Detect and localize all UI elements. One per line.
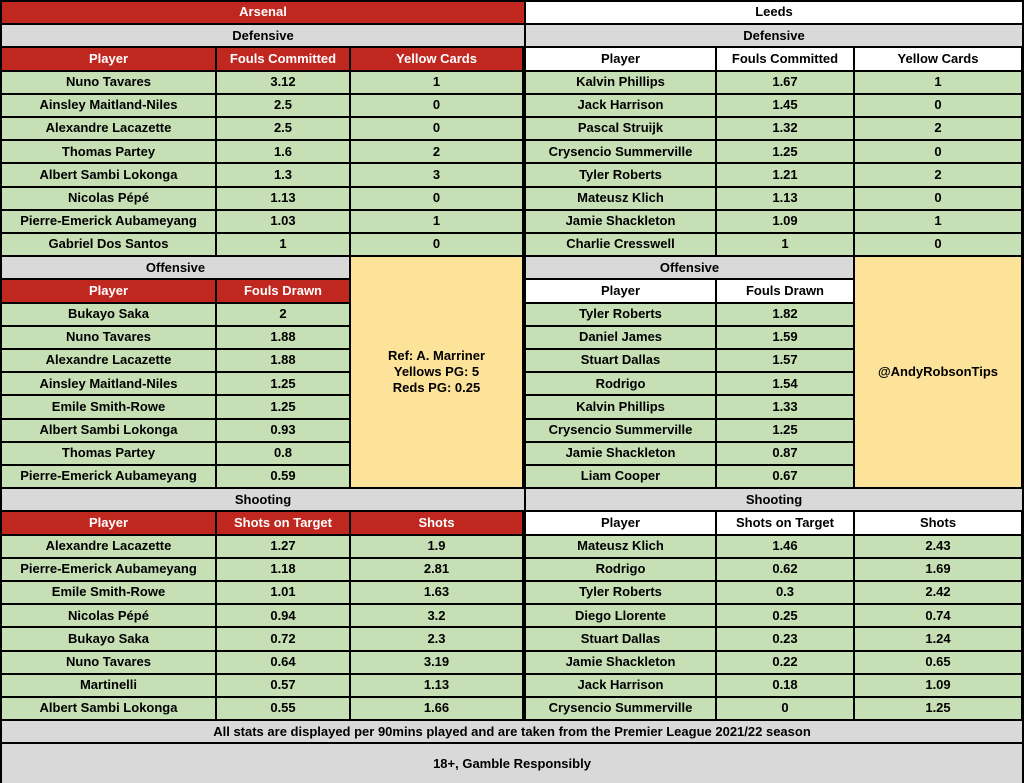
player-name: Nuno Tavares <box>2 72 215 93</box>
footer-note: All stats are displayed per 90mins played and are taken from the Premier League 2021/22 season <box>2 721 1022 742</box>
player-name: Kalvin Phillips <box>526 72 715 93</box>
player-name: Stuart Dallas <box>526 628 715 649</box>
player-name: Diego Llorente <box>526 605 715 626</box>
column-header-shots: Shots <box>855 512 1021 533</box>
player-name: Tyler Roberts <box>526 164 715 185</box>
stat-value: 1.18 <box>217 559 349 580</box>
player-name: Alexandre Lacazette <box>2 118 215 139</box>
player-name: Albert Sambi Lokonga <box>2 420 215 441</box>
stat-value: 1.69 <box>855 559 1021 580</box>
stat-value: 1.45 <box>717 95 853 116</box>
stat-value: 2.43 <box>855 536 1021 557</box>
stat-value: 1.88 <box>217 350 349 371</box>
stat-value: 1.24 <box>855 628 1021 649</box>
stat-value: 1.25 <box>217 396 349 417</box>
column-header-player: Player <box>526 48 715 69</box>
stat-value: 0 <box>855 188 1021 209</box>
stat-value: 1.25 <box>217 373 349 394</box>
stat-value: 1 <box>855 211 1021 232</box>
column-header-player: Player <box>526 280 715 301</box>
player-name: Pierre-Emerick Aubameyang <box>2 211 215 232</box>
column-header-shots: Shots <box>351 512 522 533</box>
stat-value: 1.25 <box>717 420 853 441</box>
stat-value: 1.13 <box>217 188 349 209</box>
section-offensive-leeds: Offensive <box>526 257 853 278</box>
stat-value: 0.65 <box>855 652 1021 673</box>
column-header-fouls_committed: Fouls Committed <box>217 48 349 69</box>
stat-value: 1.57 <box>717 350 853 371</box>
player-name: Jamie Shackleton <box>526 652 715 673</box>
player-name: Emile Smith-Rowe <box>2 396 215 417</box>
stat-value: 3.19 <box>351 652 522 673</box>
stat-value: 1.63 <box>351 582 522 603</box>
stat-value: 1.82 <box>717 304 853 325</box>
stat-value: 1.09 <box>717 211 853 232</box>
stat-value: 1.88 <box>217 327 349 348</box>
column-header-fouls_committed: Fouls Committed <box>717 48 853 69</box>
column-header-player: Player <box>2 512 215 533</box>
stat-value: 1.54 <box>717 373 853 394</box>
stat-value: 2.81 <box>351 559 522 580</box>
section-defensive-leeds: Defensive <box>526 25 1022 46</box>
stat-value: 1.25 <box>855 698 1021 719</box>
stat-value: 1.46 <box>717 536 853 557</box>
column-header-player: Player <box>2 48 215 69</box>
stat-value: 0 <box>351 188 522 209</box>
stat-value: 2 <box>351 141 522 162</box>
player-name: Kalvin Phillips <box>526 396 715 417</box>
stat-value: 0.25 <box>717 605 853 626</box>
stat-value: 1.32 <box>717 118 853 139</box>
stat-value: 0 <box>717 698 853 719</box>
player-name: Pascal Struijk <box>526 118 715 139</box>
stat-value: 2 <box>855 164 1021 185</box>
player-name: Nuno Tavares <box>2 327 215 348</box>
stat-value: 0.8 <box>217 443 349 464</box>
player-name: Thomas Partey <box>2 443 215 464</box>
stat-value: 0.64 <box>217 652 349 673</box>
section-shooting-arsenal: Shooting <box>2 489 524 510</box>
stat-value: 2.5 <box>217 118 349 139</box>
player-name: Thomas Partey <box>2 141 215 162</box>
column-header-player: Player <box>526 512 715 533</box>
player-name: Pierre-Emerick Aubameyang <box>2 559 215 580</box>
team-name-leeds: Leeds <box>526 2 1022 23</box>
stat-value: 1.3 <box>217 164 349 185</box>
player-name: Charlie Cresswell <box>526 234 715 255</box>
referee-info-line3: Reds PG: 0.25 <box>392 380 481 396</box>
team-name-arsenal: Arsenal <box>2 2 524 23</box>
stat-value: 0 <box>351 95 522 116</box>
player-name: Pierre-Emerick Aubameyang <box>2 466 215 487</box>
stat-value: 2 <box>855 118 1021 139</box>
stat-value: 1.59 <box>717 327 853 348</box>
footer-disclaimer: 18+, Gamble Responsibly <box>2 744 1022 783</box>
stat-value: 1.66 <box>351 698 522 719</box>
player-name: Gabriel Dos Santos <box>2 234 215 255</box>
stat-value: 1.03 <box>217 211 349 232</box>
player-name: Jack Harrison <box>526 675 715 696</box>
stat-value: 0 <box>351 234 522 255</box>
stat-value: 1 <box>351 72 522 93</box>
player-name: Tyler Roberts <box>526 582 715 603</box>
stat-value: 1 <box>217 234 349 255</box>
stat-value: 2.3 <box>351 628 522 649</box>
stat-value: 0.87 <box>717 443 853 464</box>
player-name: Stuart Dallas <box>526 350 715 371</box>
stat-value: 1.09 <box>855 675 1021 696</box>
player-name: Alexandre Lacazette <box>2 536 215 557</box>
referee-info-line1: Ref: A. Marriner <box>387 347 486 363</box>
stat-value: 1.9 <box>351 536 522 557</box>
stat-value: 0.23 <box>717 628 853 649</box>
stat-value: 1 <box>855 72 1021 93</box>
player-name: Liam Cooper <box>526 466 715 487</box>
player-name: Crysencio Summerville <box>526 698 715 719</box>
column-header-player: Player <box>2 280 215 301</box>
stat-value: 0.94 <box>217 605 349 626</box>
player-name: Jack Harrison <box>526 95 715 116</box>
player-name: Albert Sambi Lokonga <box>2 164 215 185</box>
player-name: Tyler Roberts <box>526 304 715 325</box>
stat-value: 1 <box>717 234 853 255</box>
stat-value: 0.74 <box>855 605 1021 626</box>
player-name: Martinelli <box>2 675 215 696</box>
stat-value: 0 <box>855 234 1021 255</box>
column-header-shots_on_target: Shots on Target <box>717 512 853 533</box>
stat-value: 0.55 <box>217 698 349 719</box>
player-name: Rodrigo <box>526 373 715 394</box>
column-header-yellow_cards: Yellow Cards <box>855 48 1021 69</box>
player-name: Bukayo Saka <box>2 304 215 325</box>
stat-value: 0.93 <box>217 420 349 441</box>
player-name: Emile Smith-Rowe <box>2 582 215 603</box>
column-header-fouls-drawn: Fouls Drawn <box>217 280 349 301</box>
stat-value: 1.21 <box>717 164 853 185</box>
stat-value: 1.6 <box>217 141 349 162</box>
stat-value: 0.72 <box>217 628 349 649</box>
section-shooting-leeds: Shooting <box>526 489 1022 510</box>
player-name: Nicolas Pépé <box>2 605 215 626</box>
stat-value: 1.67 <box>717 72 853 93</box>
stat-value: 1.33 <box>717 396 853 417</box>
player-name: Alexandre Lacazette <box>2 350 215 371</box>
stat-value: 0.3 <box>717 582 853 603</box>
stat-value: 0 <box>855 95 1021 116</box>
stat-value: 1.01 <box>217 582 349 603</box>
referee-info-line2: Yellows PG: 5 <box>393 364 480 380</box>
stat-value: 0.62 <box>717 559 853 580</box>
social-handle: @AndyRobsonTips <box>855 257 1021 487</box>
referee-info-box <box>351 257 522 487</box>
stat-value: 0.59 <box>217 466 349 487</box>
stat-value: 3 <box>351 164 522 185</box>
stat-value: 2.5 <box>217 95 349 116</box>
stat-value: 1 <box>351 211 522 232</box>
player-name: Albert Sambi Lokonga <box>2 698 215 719</box>
stat-value: 0.22 <box>717 652 853 673</box>
column-header-yellow_cards: Yellow Cards <box>351 48 522 69</box>
stat-value: 3.2 <box>351 605 522 626</box>
stat-value: 3.12 <box>217 72 349 93</box>
stat-value: 1.13 <box>717 188 853 209</box>
player-name: Crysencio Summerville <box>526 141 715 162</box>
section-defensive-arsenal: Defensive <box>2 25 524 46</box>
player-name: Rodrigo <box>526 559 715 580</box>
stat-value: 2 <box>217 304 349 325</box>
stat-value: 0.18 <box>717 675 853 696</box>
player-name: Daniel James <box>526 327 715 348</box>
player-name: Jamie Shackleton <box>526 211 715 232</box>
player-name: Mateusz Klich <box>526 536 715 557</box>
player-name: Crysencio Summerville <box>526 420 715 441</box>
stat-value: 1.27 <box>217 536 349 557</box>
stat-value: 2.42 <box>855 582 1021 603</box>
player-name: Mateusz Klich <box>526 188 715 209</box>
stat-value: 0.67 <box>717 466 853 487</box>
player-name: Bukayo Saka <box>2 628 215 649</box>
player-name: Ainsley Maitland-Niles <box>2 95 215 116</box>
stat-value: 1.13 <box>351 675 522 696</box>
stat-value: 0.57 <box>217 675 349 696</box>
section-offensive-arsenal: Offensive <box>2 257 349 278</box>
player-name: Nuno Tavares <box>2 652 215 673</box>
player-name: Ainsley Maitland-Niles <box>2 373 215 394</box>
stat-value: 1.25 <box>717 141 853 162</box>
player-name: Jamie Shackleton <box>526 443 715 464</box>
player-name: Nicolas Pépé <box>2 188 215 209</box>
column-header-shots_on_target: Shots on Target <box>217 512 349 533</box>
column-header-fouls-drawn: Fouls Drawn <box>717 280 853 301</box>
stat-value: 0 <box>351 118 522 139</box>
stat-value: 0 <box>855 141 1021 162</box>
